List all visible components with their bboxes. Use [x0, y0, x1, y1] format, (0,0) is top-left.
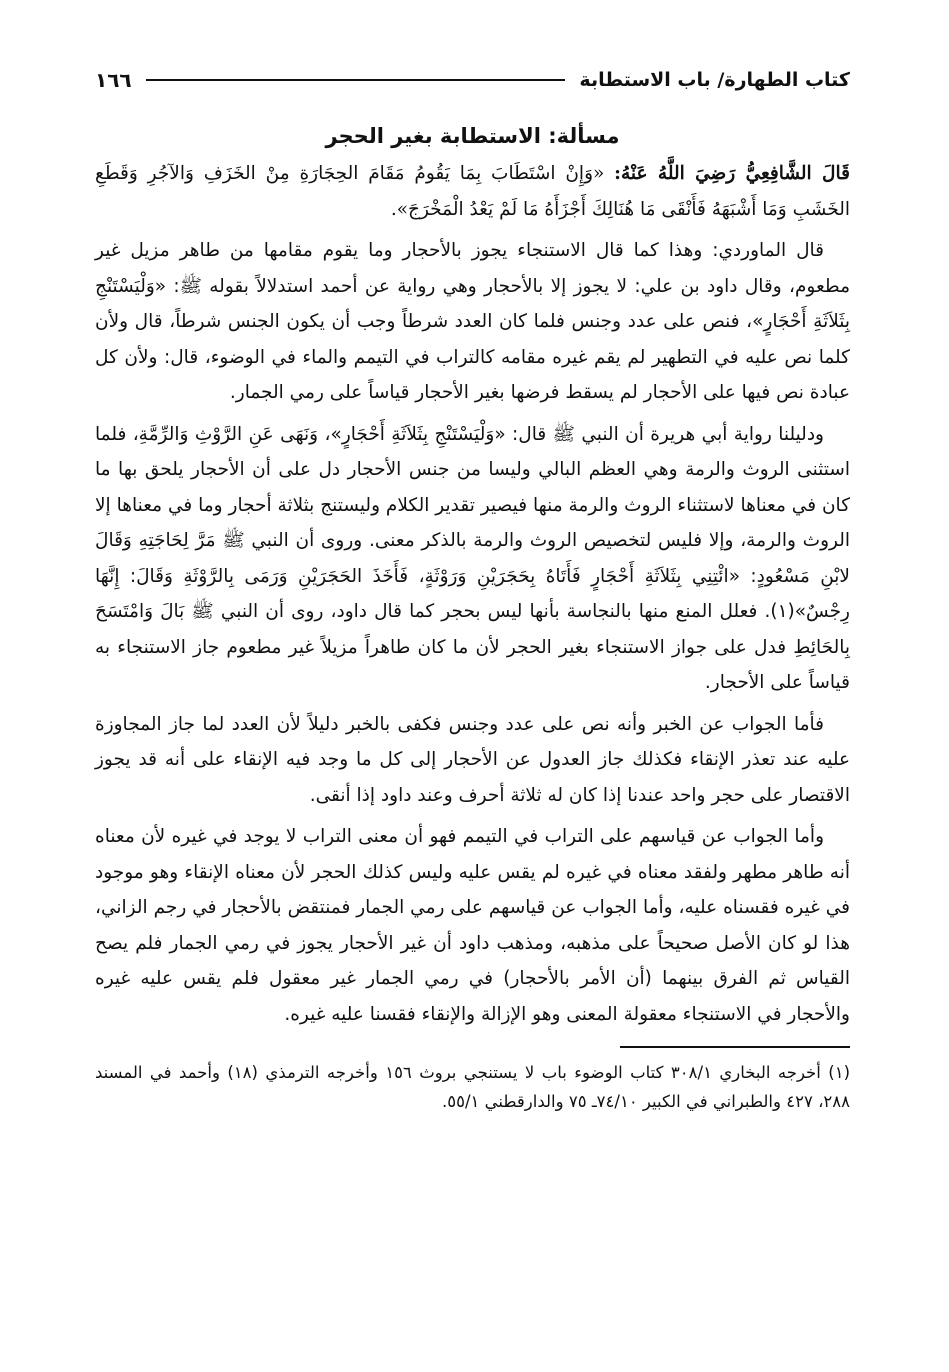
- shafii-quote: «وَإِنْ اسْتَطَابَ بِمَا يَقُومُ مَقَامَ الحِجَارَةِ مِنْ الخَزَفِ وَالآجُرِ وَقَطَعِ الخَشَبِ وَمَا أَشْبَهَهُ فَأَنْقَى مَا هُنَالِكَ أَجْزَأَهُ مَا لَمْ يَعْدُ الْمَخْرَجَ».: [95, 163, 850, 220]
- chapter-title: كتاب الطهارة/ باب الاستطابة: [579, 69, 850, 91]
- paragraph-evidence: ودليلنا رواية أبي هريرة أن النبي ﷺ قال: «وَلْيَسْتَنْجِ بِثَلاَثَةِ أَحْجَارٍ»، وَنَهَى عَنِ الرَّوْثِ وَالرِّمَّةِ، فلما استثنى الروث والرمة وهي العظم البالي وليسا من جنس الأحجار دل على أن الأحجار يلحق بها ما كان في معناها لاستثناء الروث والرمة منها فيصير تقدير الكلام وليستنج بثلاثة أحجار وما في معناها إلا الروث والرمة، وإلا فليس لتخصيص الروث والرمة بالذكر معنى. وروى أن النبي ﷺ مَرَّ لِحَاجَتِهِ وَقَالَ لابْنِ مَسْعُودٍ: «ائْتِنِي بِثَلاَثَةِ أَحْجَارٍ فَأَتَاهُ بِحَجَرَيْنِ وَرَوْثَةٍ، فَأَخَذَ الحَجَرَيْنِ وَرَمَى بِالرَّوْثَةِ وَقَالَ: إِنَّهَا رِجْسٌ»(١). فعلل المنع منها بالنجاسة بأنها ليس بحجر كما قال داود، روى أن النبي ﷺ بَالَ وَامْتَسَحَ بِالحَائِطِ فدل على جواز الاستنجاء بغير الحجر لأن ما كان طاهراً مزيلاً غير مطعوم جاز الاستنجاء به قياساً على الأحجار.: [95, 423, 850, 693]
- book-page: [95, 60, 850, 1122]
- page-number: ١٦٦: [95, 68, 132, 92]
- footnote: (١) أخرجه البخاري ٣٠٨/١ كتاب الوضوء باب لا يستنجي بروث ١٥٦ وأخرجه الترمذي (١٨) وأحمد في المسند ٢٨٨، ٤٢٧ والطبراني في الكبير ٧٤/١٠ـ ٧٥ والدارقطني ٥٥/١.: [95, 1063, 850, 1111]
- running-header: [95, 60, 850, 100]
- header-rule: [146, 79, 566, 81]
- section-title: مسألة: الاستطابة بغير الحجر: [325, 124, 620, 148]
- footnote-rule: [620, 1046, 850, 1048]
- paragraph-reply-analogy: وأما الجواب عن قياسهم على التراب في التيمم فهو أن معنى التراب لا يوجد في غيره لأن معناه أنه طاهر مطهر ولفقد معناه في غيره لم يقس عليه وليس كذلك الحجر لأن معناه الإنقاء وهو موجود في غيره فقسناه عليه، وأما الجواب عن قياسهم على رمي الجمار فمنتقض بالأحجار في رجم الزاني، هذا لو كان الأصل صحيحاً على مذهبه، ومذهب داود أن غير الأحجار يجوز في رمي الجمار فلم يصح القياس ثم الفرق بينهما (أن الأمر بالأحجار) في رمي الجمار غير معقول فلم يقس عليه غيره والأحجار في الاستنجاء معقولة المعنى وهو الإزالة والإنقاء فقسنا عليه غيره.: [95, 826, 850, 1025]
- paragraph-mawardi: قال الماوردي: وهذا كما قال الاستنجاء يجوز بالأحجار وما يقوم مقامها من طاهر مزيل غير مطعوم، وقال داود بن علي: لا يجوز إلا بالأحجار وهي رواية عن أحمد استدلالاً بقوله ﷺ: «وَلْيَسْتَنْجِ بِثَلاَثَةِ أَحْجَارٍ»، فنص على عدد وجنس فلما كان العدد شرطاً وجب أن يكون الجنس شرطاً، قال ولأن كلما نص عليه في التطهير لم يقم غيره مقامه كالتراب في التيمم والماء في الوضوء، قال: ولأن كل عبادة نص فيها على الأحجار لم يسقط فرضها بغير الأحجار قياساً على رمي الجمار.: [95, 240, 850, 403]
- paragraph-reply-hadith: فأما الجواب عن الخبر وأنه نص على عدد وجنس فكفى بالخبر دليلاً لأن العدد لما جاز المجاوزة عليه عند تعذر الإنقاء فكذلك جاز العدول عن الأحجار إلى كل ما وجد فيه الإنقاء على أنه قد يجوز الاقتصار على حجر واحد عندنا إذا كان له ثلاثة أحرف وعند داود إذا أنقى.: [95, 713, 850, 806]
- shafii-lead: قَالَ الشَّافِعِيُّ رَضِيَ اللَّهُ عَنْهُ:: [614, 163, 850, 184]
- shafii-statement: [95, 156, 850, 227]
